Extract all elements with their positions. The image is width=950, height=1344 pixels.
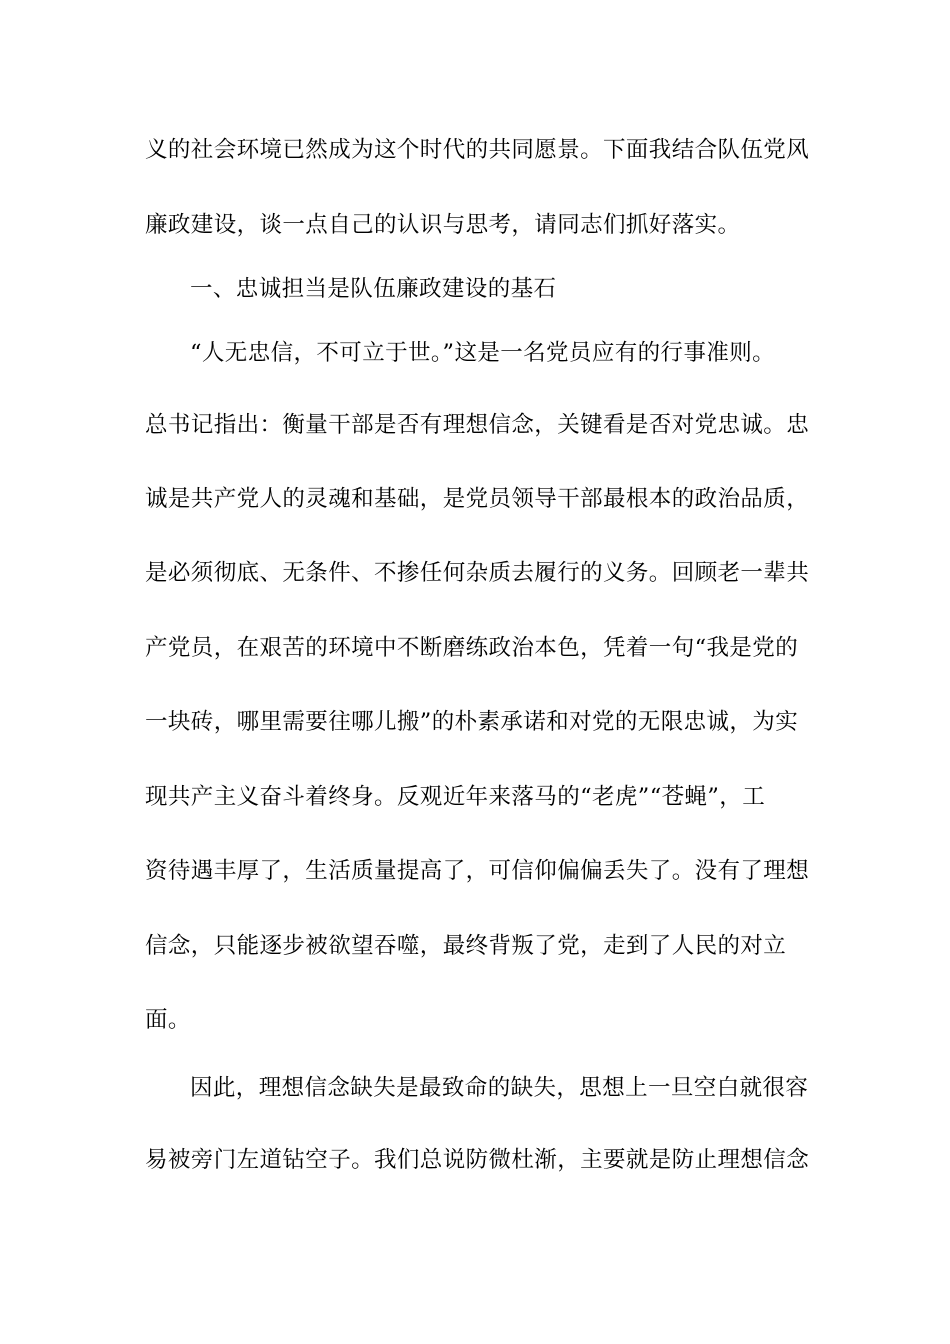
- text-line: “人无忠信，不可立于世。”这是一名党员应有的行事准则。: [190, 340, 776, 366]
- text-line: 一块砖，哪里需要往哪儿搬”的朴素承诺和对党的无限忠诚，为实: [145, 709, 799, 735]
- text-line: 廉政建设，谈一点自己的认识与思考，请同志们抓好落实。: [145, 212, 741, 238]
- text-line: 面。: [145, 1007, 191, 1033]
- text-line: 资待遇丰厚了，生活质量提高了，可信仰偏偏丢失了。没有了理想: [145, 858, 810, 884]
- text-line: 义的社会环境已然成为这个时代的共同愿景。下面我结合队伍党风: [145, 137, 810, 163]
- text-line: 产党员，在艰苦的环境中不断磨练政治本色，凭着一句“我是党的: [145, 635, 799, 661]
- section-heading: 一、忠诚担当是队伍廉政建设的基石: [190, 276, 557, 302]
- text-line: 因此，理想信念缺失是最致命的缺失，思想上一旦空白就很容: [190, 1075, 809, 1101]
- text-line: 是必须彻底、无条件、不掺任何杂质去履行的义务。回顾老一辈共: [145, 560, 810, 586]
- text-line: 总书记指出：衡量干部是否有理想信念，关键看是否对党忠诚。忠: [145, 412, 810, 438]
- text-line: 现共产主义奋斗着终身。反观近年来落马的“老虎”“苍蝇”，工: [145, 784, 766, 810]
- text-line: 易被旁门左道钻空子。我们总说防微杜渐，主要就是防止理想信念: [145, 1147, 810, 1173]
- text-line: 信念，只能逐步被欲望吞噬，最终背叛了党，走到了人民的对立: [145, 933, 787, 959]
- text-line: 诚是共产党人的灵魂和基础，是党员领导干部最根本的政治品质，: [145, 486, 810, 512]
